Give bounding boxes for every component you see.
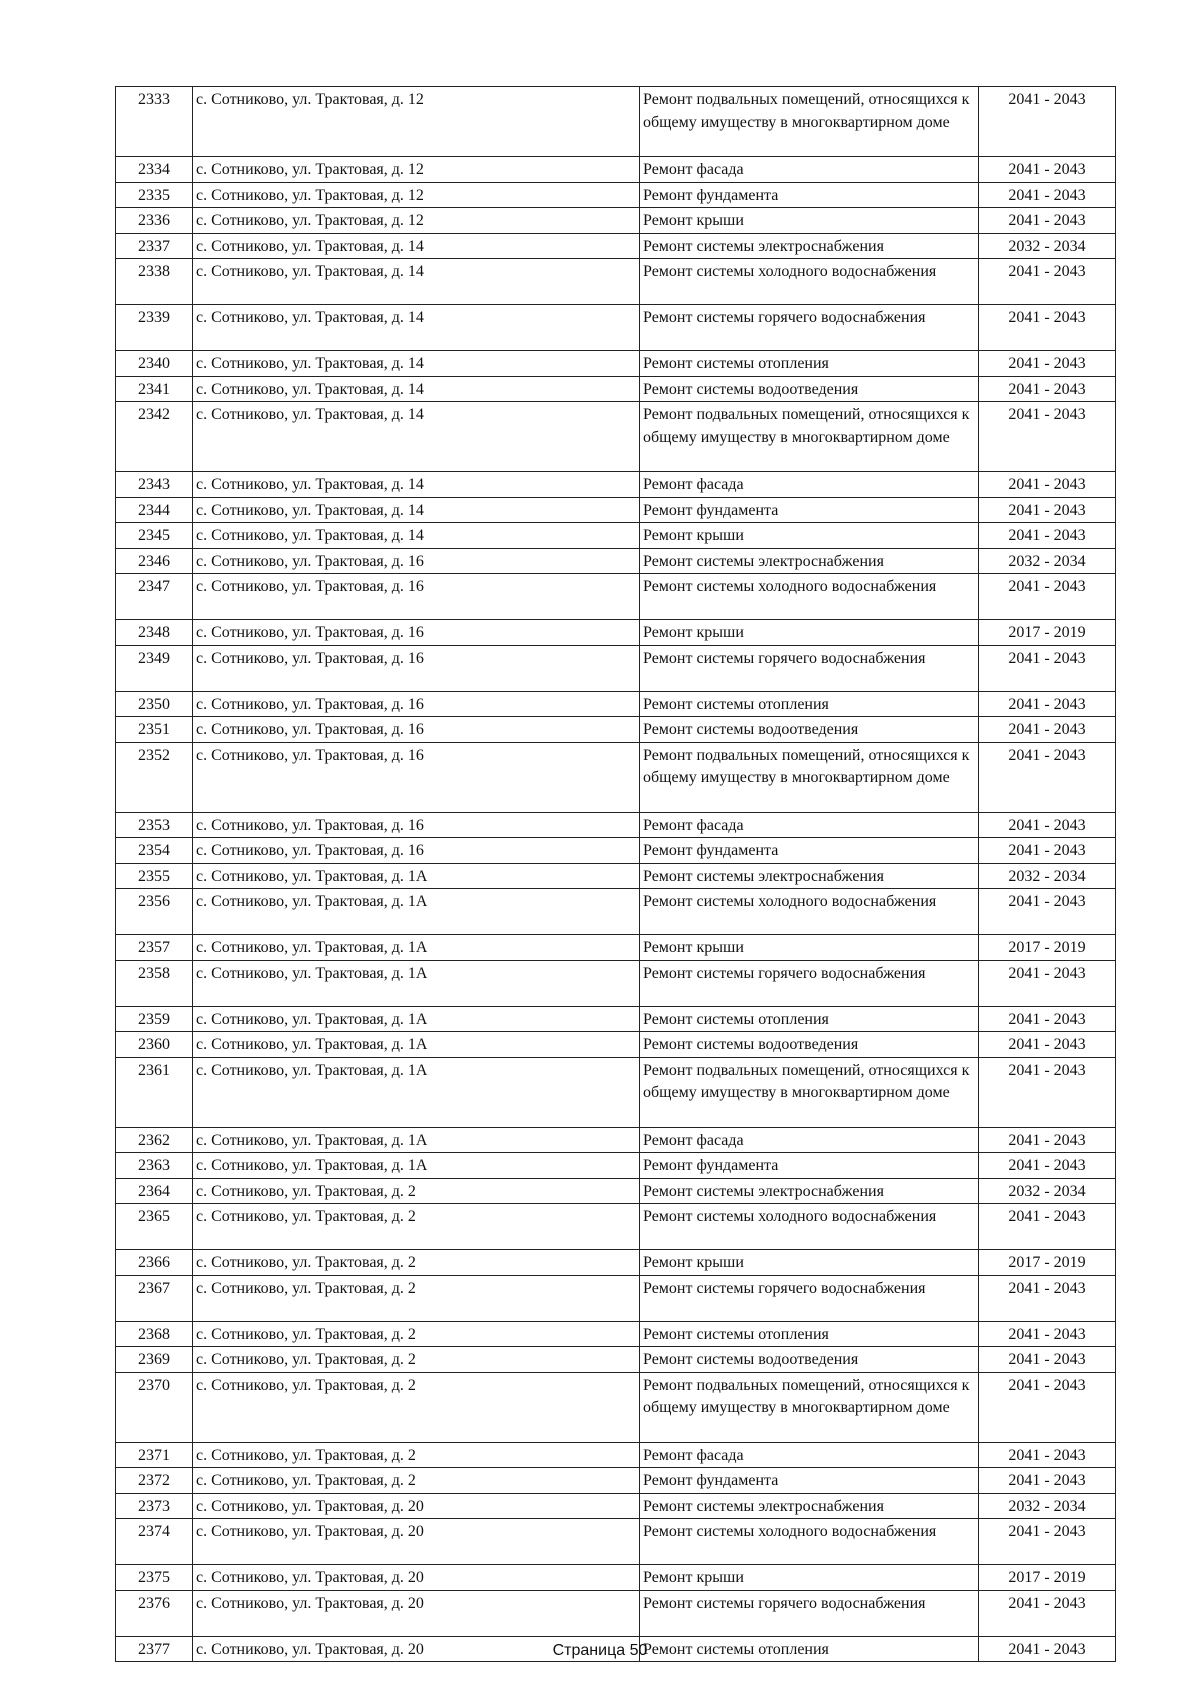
row-address: с. Сотниково, ул. Трактовая, д. 2: [193, 1204, 640, 1250]
table-row: [116, 1032, 1116, 1058]
row-number: 2368: [116, 1321, 193, 1347]
row-work: Ремонт системы отопления: [640, 1321, 979, 1347]
row-number: 2360: [116, 1032, 193, 1058]
row-address: с. Сотниково, ул. Трактовая, д. 1А: [193, 960, 640, 1006]
table-row: [116, 1178, 1116, 1204]
row-period: 2041 - 2043: [979, 1275, 1116, 1321]
row-address: с. Сотниково, ул. Трактовая, д. 2: [193, 1321, 640, 1347]
row-period: 2041 - 2043: [979, 1204, 1116, 1250]
row-address: с. Сотниково, ул. Трактовая, д. 20: [193, 1565, 640, 1591]
row-period: 2041 - 2043: [979, 1321, 1116, 1347]
row-work: Ремонт крыши: [640, 1250, 979, 1276]
row-work: Ремонт фундамента: [640, 182, 979, 208]
row-period: 2041 - 2043: [979, 208, 1116, 234]
row-period: 2041 - 2043: [979, 812, 1116, 838]
row-period: 2041 - 2043: [979, 645, 1116, 691]
table-row: [116, 208, 1116, 234]
table-row: [116, 1321, 1116, 1347]
row-number: 2359: [116, 1006, 193, 1032]
row-number: 2357: [116, 935, 193, 961]
row-work: Ремонт фундамента: [640, 1468, 979, 1494]
row-address: с. Сотниково, ул. Трактовая, д. 1А: [193, 1006, 640, 1032]
row-period: 2041 - 2043: [979, 87, 1116, 157]
row-address: с. Сотниково, ул. Трактовая, д. 20: [193, 1636, 640, 1662]
table-row: [116, 1250, 1116, 1276]
row-number: 2356: [116, 889, 193, 935]
table-row: [116, 1519, 1116, 1565]
row-address: с. Сотниково, ул. Трактовая, д. 14: [193, 497, 640, 523]
row-number: 2377: [116, 1636, 193, 1662]
row-work: Ремонт системы электроснабжения: [640, 863, 979, 889]
row-address: с. Сотниково, ул. Трактовая, д. 16: [193, 838, 640, 864]
row-number: 2347: [116, 574, 193, 620]
table-row: [116, 838, 1116, 864]
row-period: 2041 - 2043: [979, 742, 1116, 812]
row-period: 2041 - 2043: [979, 472, 1116, 498]
row-work: Ремонт фасада: [640, 157, 979, 183]
row-number: 2363: [116, 1153, 193, 1179]
row-number: 2370: [116, 1372, 193, 1442]
row-number: 2337: [116, 233, 193, 259]
row-period: 2032 - 2034: [979, 233, 1116, 259]
table-row: [116, 1347, 1116, 1373]
row-period: 2041 - 2043: [979, 402, 1116, 472]
row-work: Ремонт подвальных помещений, относящихся к общему имуществу в многоквартирном доме: [640, 1372, 979, 1442]
row-period: 2041 - 2043: [979, 1468, 1116, 1494]
row-address: с. Сотниково, ул. Трактовая, д. 2: [193, 1178, 640, 1204]
row-period: 2041 - 2043: [979, 574, 1116, 620]
row-address: с. Сотниково, ул. Трактовая, д. 1А: [193, 889, 640, 935]
row-number: 2346: [116, 548, 193, 574]
row-number: 2361: [116, 1057, 193, 1127]
row-work: Ремонт крыши: [640, 1565, 979, 1591]
row-number: 2351: [116, 717, 193, 743]
row-work: Ремонт системы холодного водоснабжения: [640, 574, 979, 620]
row-period: 2041 - 2043: [979, 497, 1116, 523]
table-row: [116, 472, 1116, 498]
row-address: с. Сотниково, ул. Трактовая, д. 16: [193, 742, 640, 812]
row-number: 2342: [116, 402, 193, 472]
row-address: с. Сотниково, ул. Трактовая, д. 2: [193, 1442, 640, 1468]
row-number: 2349: [116, 645, 193, 691]
row-address: с. Сотниково, ул. Трактовая, д. 16: [193, 691, 640, 717]
table-row: [116, 742, 1116, 812]
table-row: [116, 233, 1116, 259]
row-address: с. Сотниково, ул. Трактовая, д. 20: [193, 1590, 640, 1636]
table-row: [116, 1590, 1116, 1636]
row-number: 2355: [116, 863, 193, 889]
table-row: [116, 863, 1116, 889]
row-work: Ремонт системы холодного водоснабжения: [640, 889, 979, 935]
row-period: 2032 - 2034: [979, 1493, 1116, 1519]
row-number: 2358: [116, 960, 193, 1006]
table-row: [116, 1275, 1116, 1321]
row-address: с. Сотниково, ул. Трактовая, д. 14: [193, 351, 640, 377]
row-address: с. Сотниково, ул. Трактовая, д. 14: [193, 233, 640, 259]
row-work: Ремонт фундамента: [640, 497, 979, 523]
row-address: с. Сотниково, ул. Трактовая, д. 16: [193, 548, 640, 574]
table-row: [116, 620, 1116, 646]
row-work: Ремонт системы холодного водоснабжения: [640, 1204, 979, 1250]
row-number: 2335: [116, 182, 193, 208]
row-address: с. Сотниково, ул. Трактовая, д. 14: [193, 472, 640, 498]
row-number: 2344: [116, 497, 193, 523]
table-row: [116, 812, 1116, 838]
table-row: [116, 523, 1116, 549]
row-number: 2353: [116, 812, 193, 838]
table-row: [116, 574, 1116, 620]
row-work: Ремонт подвальных помещений, относящихся к общему имуществу в многоквартирном доме: [640, 1057, 979, 1127]
row-address: с. Сотниково, ул. Трактовая, д. 1А: [193, 1153, 640, 1179]
row-period: 2041 - 2043: [979, 351, 1116, 377]
row-number: 2343: [116, 472, 193, 498]
row-number: 2340: [116, 351, 193, 377]
row-work: Ремонт системы водоотведения: [640, 1347, 979, 1373]
row-number: 2336: [116, 208, 193, 234]
row-period: 2041 - 2043: [979, 1347, 1116, 1373]
table-row: [116, 1565, 1116, 1591]
page-number: Страница 50: [552, 1642, 648, 1659]
table-row: [116, 1057, 1116, 1127]
row-work: Ремонт фасада: [640, 472, 979, 498]
row-work: Ремонт крыши: [640, 620, 979, 646]
row-number: 2365: [116, 1204, 193, 1250]
row-number: 2364: [116, 1178, 193, 1204]
row-work: Ремонт фасада: [640, 1442, 979, 1468]
table-row: [116, 402, 1116, 472]
row-period: 2041 - 2043: [979, 1006, 1116, 1032]
row-work: Ремонт системы холодного водоснабжения: [640, 259, 979, 305]
row-number: 2367: [116, 1275, 193, 1321]
row-number: 2366: [116, 1250, 193, 1276]
row-work: Ремонт фундамента: [640, 838, 979, 864]
row-work: Ремонт системы отопления: [640, 691, 979, 717]
row-period: 2041 - 2043: [979, 1590, 1116, 1636]
row-work: Ремонт системы горячего водоснабжения: [640, 1275, 979, 1321]
row-address: с. Сотниково, ул. Трактовая, д. 1А: [193, 1057, 640, 1127]
table-row: [116, 351, 1116, 377]
table-row: [116, 1372, 1116, 1442]
row-work: Ремонт системы горячего водоснабжения: [640, 1590, 979, 1636]
row-address: с. Сотниково, ул. Трактовая, д. 12: [193, 157, 640, 183]
row-work: Ремонт фасада: [640, 812, 979, 838]
row-address: с. Сотниково, ул. Трактовая, д. 1А: [193, 1127, 640, 1153]
table-row: [116, 717, 1116, 743]
table-row: [116, 1127, 1116, 1153]
table-row: [116, 1468, 1116, 1494]
table-row: [116, 1204, 1116, 1250]
row-period: 2041 - 2043: [979, 691, 1116, 717]
row-work: Ремонт системы электроснабжения: [640, 1178, 979, 1204]
row-number: 2333: [116, 87, 193, 157]
row-address: с. Сотниково, ул. Трактовая, д. 16: [193, 574, 640, 620]
table-row: [116, 497, 1116, 523]
row-address: с. Сотниково, ул. Трактовая, д. 14: [193, 259, 640, 305]
row-work: Ремонт системы водоотведения: [640, 717, 979, 743]
row-period: 2041 - 2043: [979, 1032, 1116, 1058]
row-number: 2371: [116, 1442, 193, 1468]
row-work: Ремонт фундамента: [640, 1153, 979, 1179]
row-period: 2041 - 2043: [979, 376, 1116, 402]
row-number: 2373: [116, 1493, 193, 1519]
table-row: [116, 305, 1116, 351]
row-number: 2341: [116, 376, 193, 402]
row-number: 2350: [116, 691, 193, 717]
table-row: [116, 935, 1116, 961]
row-number: 2369: [116, 1347, 193, 1373]
row-work: Ремонт крыши: [640, 208, 979, 234]
row-number: 2374: [116, 1519, 193, 1565]
row-period: 2017 - 2019: [979, 1250, 1116, 1276]
row-address: с. Сотниково, ул. Трактовая, д. 2: [193, 1250, 640, 1276]
row-address: с. Сотниково, ул. Трактовая, д. 1А: [193, 863, 640, 889]
row-number: 2372: [116, 1468, 193, 1494]
row-period: 2041 - 2043: [979, 717, 1116, 743]
row-address: с. Сотниково, ул. Трактовая, д. 12: [193, 182, 640, 208]
repair-schedule-table: [115, 86, 1116, 1662]
row-address: с. Сотниково, ул. Трактовая, д. 2: [193, 1275, 640, 1321]
table-body: [116, 87, 1116, 1662]
row-work: Ремонт системы водоотведения: [640, 376, 979, 402]
row-work: Ремонт системы горячего водоснабжения: [640, 305, 979, 351]
row-period: 2041 - 2043: [979, 889, 1116, 935]
row-work: Ремонт системы отопления: [640, 1006, 979, 1032]
row-address: с. Сотниково, ул. Трактовая, д. 2: [193, 1372, 640, 1442]
row-work: Ремонт системы горячего водоснабжения: [640, 645, 979, 691]
row-address: с. Сотниково, ул. Трактовая, д. 20: [193, 1493, 640, 1519]
row-period: 2041 - 2043: [979, 523, 1116, 549]
row-period: 2041 - 2043: [979, 1636, 1116, 1662]
table-row: [116, 1442, 1116, 1468]
row-work: Ремонт системы электроснабжения: [640, 1493, 979, 1519]
row-period: 2017 - 2019: [979, 620, 1116, 646]
row-address: с. Сотниково, ул. Трактовая, д. 14: [193, 523, 640, 549]
row-work: Ремонт системы электроснабжения: [640, 233, 979, 259]
row-period: 2041 - 2043: [979, 960, 1116, 1006]
row-period: 2041 - 2043: [979, 157, 1116, 183]
row-number: 2375: [116, 1565, 193, 1591]
row-period: 2041 - 2043: [979, 1519, 1116, 1565]
table-row: [116, 87, 1116, 157]
row-work: Ремонт подвальных помещений, относящихся к общему имуществу в многоквартирном доме: [640, 87, 979, 157]
row-address: с. Сотниково, ул. Трактовая, д. 12: [193, 87, 640, 157]
row-address: с. Сотниково, ул. Трактовая, д. 2: [193, 1347, 640, 1373]
row-number: 2348: [116, 620, 193, 646]
row-period: 2032 - 2034: [979, 1178, 1116, 1204]
row-number: 2334: [116, 157, 193, 183]
table-row: [116, 1006, 1116, 1032]
row-address: с. Сотниково, ул. Трактовая, д. 14: [193, 376, 640, 402]
row-work: Ремонт системы горячего водоснабжения: [640, 960, 979, 1006]
table-row: [116, 1153, 1116, 1179]
row-period: 2041 - 2043: [979, 1127, 1116, 1153]
table-row: [116, 376, 1116, 402]
row-number: 2345: [116, 523, 193, 549]
row-work: Ремонт системы отопления: [640, 1636, 979, 1662]
row-period: 2041 - 2043: [979, 182, 1116, 208]
row-address: с. Сотниково, ул. Трактовая, д. 16: [193, 620, 640, 646]
row-period: 2041 - 2043: [979, 838, 1116, 864]
row-work: Ремонт системы отопления: [640, 351, 979, 377]
row-address: с. Сотниково, ул. Трактовая, д. 16: [193, 812, 640, 838]
row-address: с. Сотниково, ул. Трактовая, д. 1А: [193, 1032, 640, 1058]
row-address: с. Сотниково, ул. Трактовая, д. 12: [193, 208, 640, 234]
row-work: Ремонт подвальных помещений, относящихся к общему имуществу в многоквартирном доме: [640, 742, 979, 812]
table-row: [116, 960, 1116, 1006]
row-period: 2041 - 2043: [979, 305, 1116, 351]
row-work: Ремонт крыши: [640, 523, 979, 549]
row-period: 2017 - 2019: [979, 1565, 1116, 1591]
row-address: с. Сотниково, ул. Трактовая, д. 20: [193, 1519, 640, 1565]
table-row: [116, 889, 1116, 935]
row-period: 2041 - 2043: [979, 1442, 1116, 1468]
row-address: с. Сотниково, ул. Трактовая, д. 14: [193, 402, 640, 472]
row-period: 2041 - 2043: [979, 1057, 1116, 1127]
row-number: 2339: [116, 305, 193, 351]
row-number: 2376: [116, 1590, 193, 1636]
row-period: 2017 - 2019: [979, 935, 1116, 961]
row-number: 2352: [116, 742, 193, 812]
row-work: Ремонт системы электроснабжения: [640, 548, 979, 574]
row-work: Ремонт подвальных помещений, относящихся к общему имуществу в многоквартирном доме: [640, 402, 979, 472]
table-row: [116, 182, 1116, 208]
table-row: [116, 548, 1116, 574]
row-period: 2032 - 2034: [979, 863, 1116, 889]
row-work: Ремонт фасада: [640, 1127, 979, 1153]
row-period: 2041 - 2043: [979, 259, 1116, 305]
row-period: 2041 - 2043: [979, 1153, 1116, 1179]
row-number: 2354: [116, 838, 193, 864]
row-number: 2338: [116, 259, 193, 305]
row-address: с. Сотниково, ул. Трактовая, д. 16: [193, 717, 640, 743]
row-work: Ремонт системы водоотведения: [640, 1032, 979, 1058]
row-address: с. Сотниково, ул. Трактовая, д. 1А: [193, 935, 640, 961]
table-row: [116, 645, 1116, 691]
row-work: Ремонт крыши: [640, 935, 979, 961]
row-address: с. Сотниково, ул. Трактовая, д. 2: [193, 1468, 640, 1494]
table-row: [116, 259, 1116, 305]
row-number: 2362: [116, 1127, 193, 1153]
row-address: с. Сотниково, ул. Трактовая, д. 14: [193, 305, 640, 351]
row-period: 2032 - 2034: [979, 548, 1116, 574]
table-row: [116, 691, 1116, 717]
row-address: с. Сотниково, ул. Трактовая, д. 16: [193, 645, 640, 691]
table-row: [116, 157, 1116, 183]
row-work: Ремонт системы холодного водоснабжения: [640, 1519, 979, 1565]
row-period: 2041 - 2043: [979, 1372, 1116, 1442]
table-row: [116, 1493, 1116, 1519]
